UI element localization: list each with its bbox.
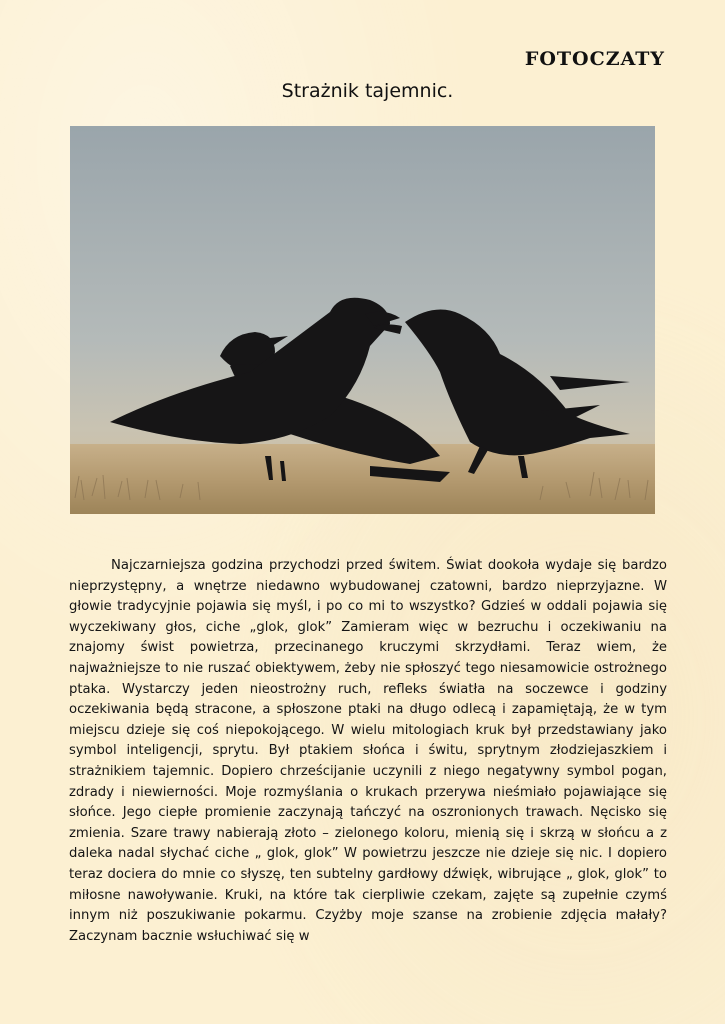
section-label: FOTOCZATY — [524, 48, 665, 70]
ravens-photo — [70, 126, 655, 514]
article-body: Najczarniejsza godzina przychodzi przed świtem. Świat dookoła wydaje się bardzo nieprzystępny, a wnętrze niedawno wybudowanej czatowni, bardzo nieprzyjazne. W głowie tradycyjnie pojawia się myśl, i po co mi to wszystko? Gdzieś w oddali pojawia się wyczekiwany głos, ciche „glok, glok” Zamieram więc w bezruchu i oczekiwaniu na znajomy świst powietrza, przecinanego kruczymi skrzydłami. Teraz wiem, że najważniejsze to nie ruszać obiektywem, żeby nie spłoszyć tego niesamowicie ostrożnego ptaka. Wystarczy jeden nieostrożny ruch, refleks światła na soczewce i godziny oczekiwania będą stracone, a spłoszone ptaki na długo odlecą i zapamiętają, że w tym miejscu dzieje się coś niepokojącego. W wielu mitologiach kruk był przedstawiany jako symbol inteligencji, sprytu. Był ptakiem słońca i świtu, sprytnym złodziejaszkiem i strażnikiem tajemnic. Dopiero chrześcijanie uczynili z niego negatywny symbol pogan, zdrady i niewierności. Moje rozmyślania o krukach przerywa nieśmiało pojawiające się słońce. Jego ciepłe promienie zaczynają tańczyć na oszronionych trawach. Nęcisko się zmienia. Szare trawy nabierają złoto – zielonego koloru, mienią się i skrzą w słońcu a z daleka nadal słychać ciche „ glok, glok” W powietrzu jeszcze nie dzieje się nic. I dopiero teraz dociera do mnie co słyszę, ten subtelny gardłowy dźwięk, wibrujące „ glok, glok” to miłosne nawoływanie. Kruki, na które tak cierpliwie czekam, zajęte są zupełnie czymś innym niż poszukiwanie pokarmu. Czyżby moje szanse na zrobienie zdjęcia małały? Zaczynam bacznie wsłuchiwać się w — [69, 558, 667, 944]
article-title: Strażnik tajemnic. — [281, 80, 454, 102]
